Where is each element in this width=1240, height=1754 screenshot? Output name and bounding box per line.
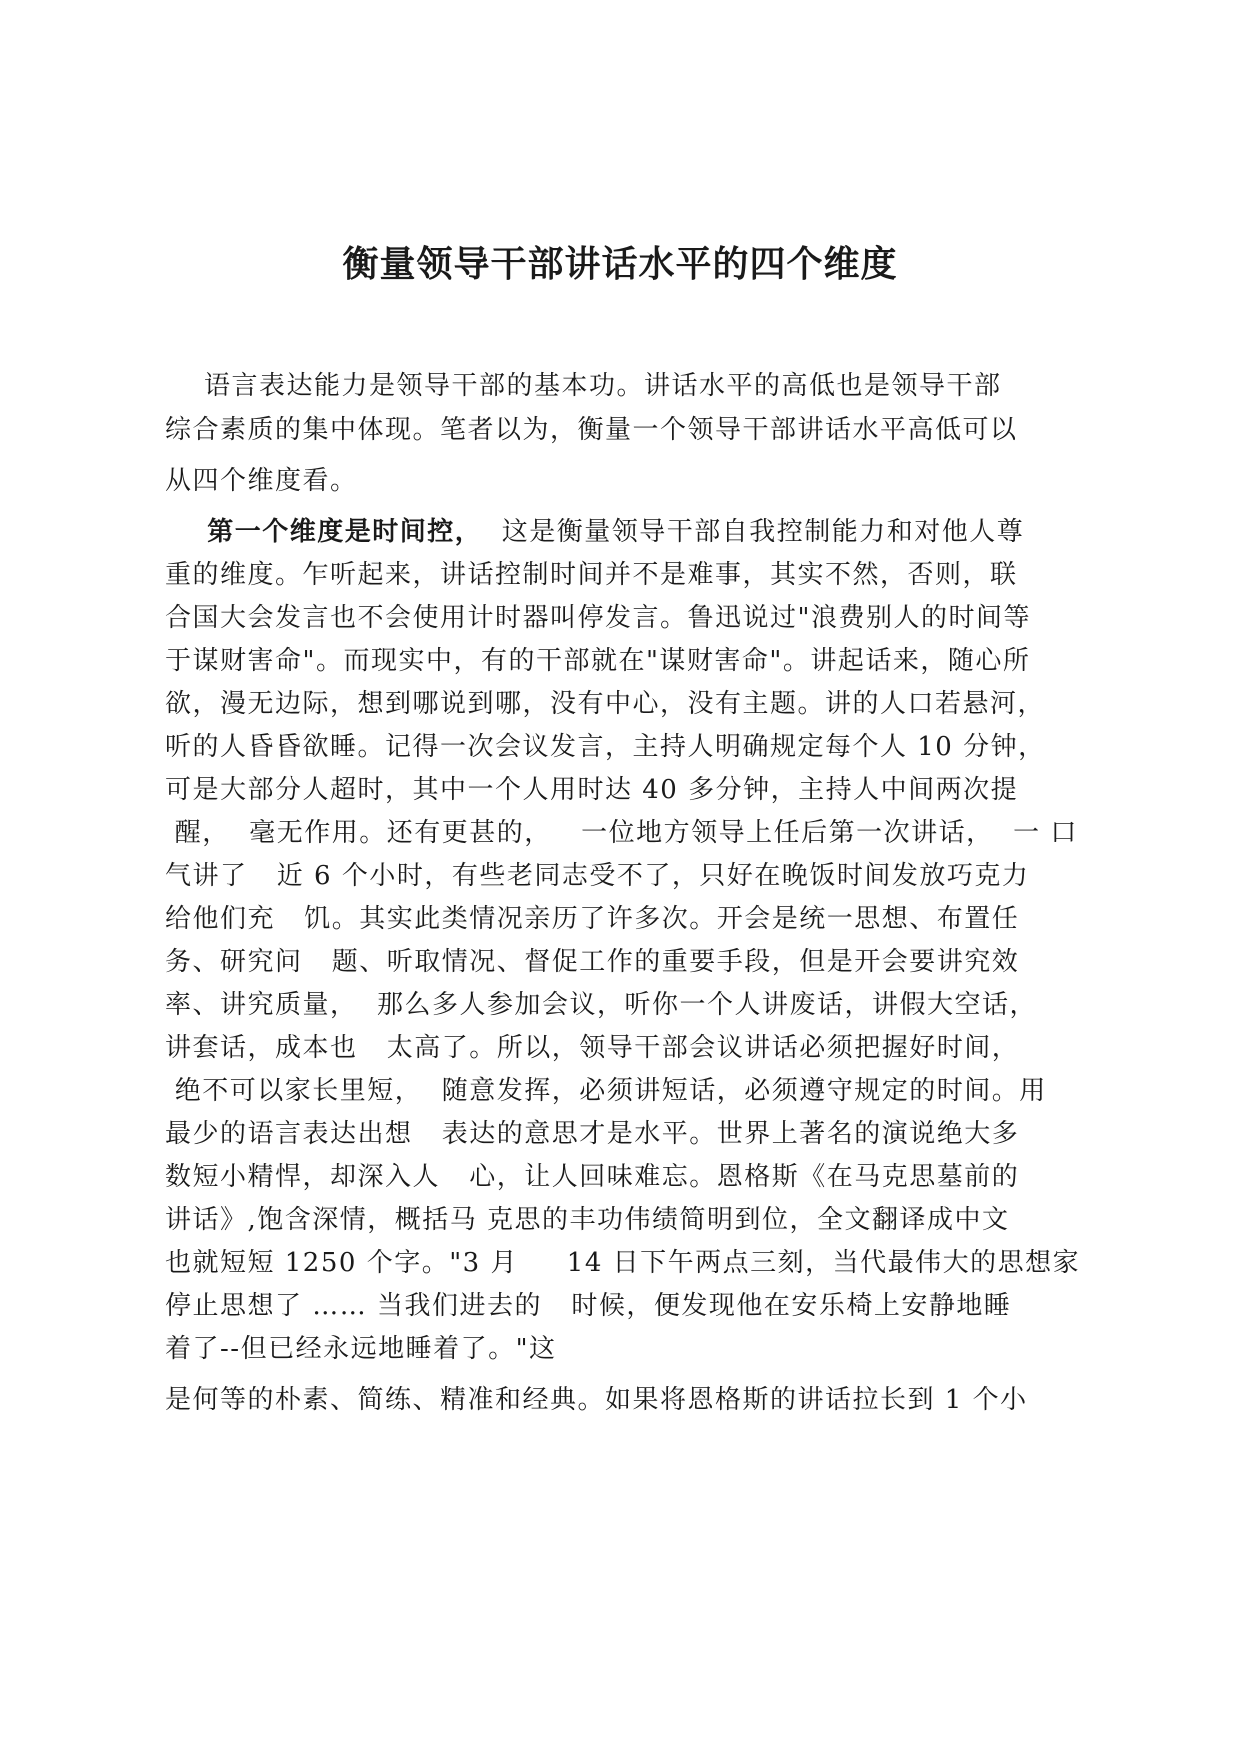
intro-line: 从四个维度看。 — [165, 466, 358, 496]
body-line: 合国大会发言也不会使用计时器叫停发言。鲁迅说过"浪费别人的时间等 — [165, 603, 1031, 633]
section1-first-line — [165, 512, 1080, 552]
section1-heading: 第一个维度是时间控， — [165, 517, 483, 547]
body-line: 停止思想了 …… 当我们进去的 时候，便发现他在安乐椅上安静地睡 — [165, 1291, 1012, 1321]
intro-line: 综合素质的集中体现。笔者以为，衡量一个领导干部讲话水平高低可以 — [165, 415, 1018, 445]
body-line: 重的维度。乍听起来，讲话控制时间并不是难事，其实不然，否则，联 — [165, 560, 1018, 590]
body-line: 欲，漫无边际，想到哪说到哪，没有中心，没有主题。讲的人口若悬河， — [165, 689, 1046, 719]
body-line: 醒， 毫无作用。还有更甚的， 一位地方领导上任后第一次讲话， 一 口 — [165, 818, 1078, 848]
body-line: 绝不可以家长里短， 随意发挥，必须讲短话，必须遵守规定的时间。用 — [165, 1076, 1047, 1106]
body-line: 也就短短 1250 个字。"3 月 14 日下午两点三刻，当代最伟大的思想家 — [165, 1248, 1080, 1278]
document-title: 衡量领导干部讲话水平的四个维度 — [342, 244, 898, 285]
body-line: 可是大部分人超时，其中一个人用时达 40 多分钟，主持人中间两次提 — [165, 775, 1019, 805]
body-line: 务、研究问 题、听取情况、督促工作的重要手段，但是开会要讲究效 — [165, 947, 1020, 977]
body-line: 最少的语言表达出想 表达的意思才是水平。世界上著名的演说绝大多 — [165, 1119, 1020, 1149]
body-line: 讲话》,饱含深情，概括马 克思的丰功伟绩简明到位，全文翻译成中文 — [165, 1205, 1010, 1235]
body-line: 是何等的朴素、简练、精准和经典。如果将恩格斯的讲话拉长到 1 个小 — [165, 1385, 1028, 1415]
body-line: 听的人昏昏欲睡。记得一次会议发言，主持人明确规定每个人 10 分钟， — [165, 732, 1046, 762]
body-line: 讲套话，成本也 太高了。所以，领导干部会议讲话必须把握好时间， — [165, 1033, 1020, 1063]
body-line: 给他们充 饥。其实此类情况亲历了许多次。开会是统一思想、布置任 — [165, 904, 1020, 934]
body-line: 数短小精悍，却深入人 心，让人回味难忘。恩格斯《在马克思墓前的 — [165, 1162, 1020, 1192]
body-line: 于谋财害命"。而现实中，有的干部就在"谋财害命"。讲起话来，随心所 — [165, 646, 1031, 676]
intro-line: 语言表达能力是领导干部的基本功。讲话水平的高低也是领导干部 — [165, 371, 1002, 401]
body-line: 着了--但已经永远地睡着了。"这 — [165, 1334, 557, 1364]
body-line: 率、讲究质量， 那么多人参加会议，听你一个人讲废话，讲假大空话， — [165, 990, 1038, 1020]
section1-first-line-text: 这是衡量领导干部自我控制能力和对他人尊 — [482, 517, 1025, 547]
body-line: 气讲了 近 6 个小时，有些老同志受不了，只好在晚饭时间发放巧克力 — [165, 861, 1030, 891]
